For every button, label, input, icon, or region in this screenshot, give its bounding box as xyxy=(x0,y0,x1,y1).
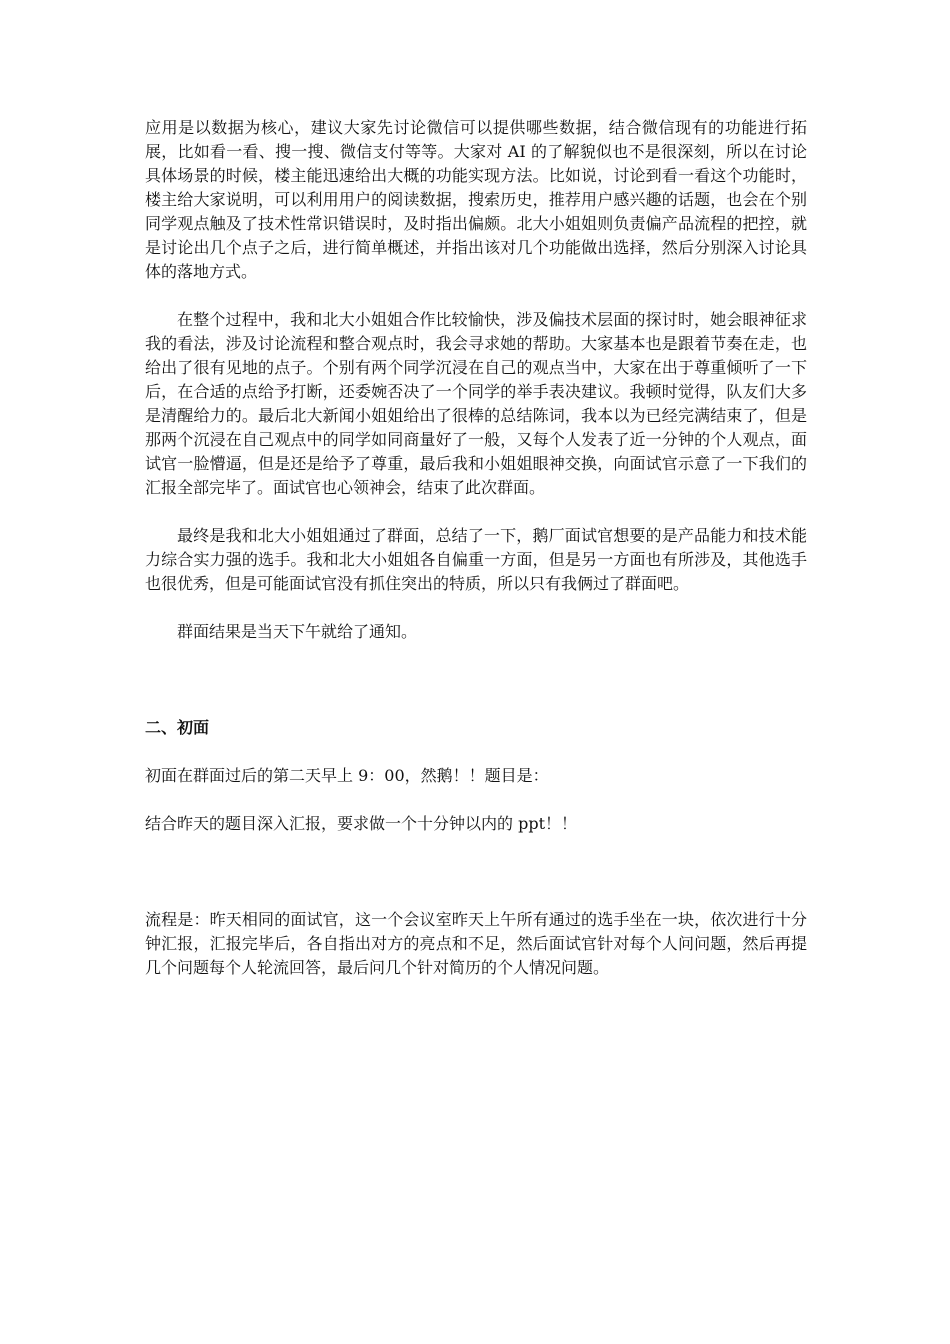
paragraph-cooperation: 在整个过程中，我和北大小姐姐合作比较愉快，涉及偏技术层面的探讨时，她会眼神征求我的看法，涉及讨论流程和整合观点时，我会寻求她的帮助。大家基本也是跟着节奏在走，也给出了很有见地的点子。个别有两个同学沉浸在自己的观点当中，大家在出于尊重倾听了一下后，在合适的点给予打断，还委婉否决了一个同学的举手表决建议。我顿时觉得，队友们大多是清醒给力的。最后北大新闻小姐姐给出了很棒的总结陈词，我本以为已经完满结束了，但是那两个沉浸在自己观点中的同学如同商量好了一般，又每个人发表了近一分钟的个人观点，面试官一脸懵逼，但是还是给予了尊重，最后我和小姐姐眼神交换，向面试官示意了一下我们的汇报全部完毕了。面试官也心领神会，结束了此次群面。 xyxy=(145,310,807,497)
paragraph-result: 最终是我和北大小姐姐通过了群面，总结了一下，鹅厂面试官想要的是产品能力和技术能力综合实力强的选手。我和北大小姐姐各自偏重一方面，但是另一方面也有所涉及，其他选手也很优秀，但是可能面试官没有抓住突出的特质，所以只有我俩过了群面吧。 xyxy=(145,526,807,593)
paragraph-notice: 群面结果是当天下午就给了通知。 xyxy=(177,622,418,641)
section-heading: 二、初面 xyxy=(145,718,210,737)
paragraph-first-interview: 初面在群面过后的第二天早上 9：00，然鹅！！题目是： xyxy=(145,766,549,785)
paragraph-process: 流程是：昨天相同的面试官，这一个会议室昨天上午所有通过的选手坐在一块，依次进行十分钟汇报，汇报完毕后，各自指出对方的亮点和不足，然后面试官针对每个人问问题，然后再提几个问题每个人轮流回答，最后问几个针对简历的个人情况问题。 xyxy=(145,910,807,977)
paragraph-data-core: 应用是以数据为核心，建议大家先讨论微信可以提供哪些数据，结合微信现有的功能进行拓展，比如看一看、搜一搜、微信支付等等。大家对 AI 的了解貌似也不是很深刻，所以在讨论具体场景的时候，楼主能迅速给出大概的功能实现方法。比如说，讨论到看一看这个功能时，楼主给大家说明，可以利用用户的阅读数据，搜索历史，推荐用户感兴趣的话题，也会在个别同学观点触及了技术性常识错误时，及时指出偏颇。北大小姐姐则负责偏产品流程的把控，就是讨论出几个点子之后，进行简单概述，并指出该对几个功能做出选择，然后分别深入讨论具体的落地方式。 xyxy=(145,118,807,281)
document-page xyxy=(145,116,807,980)
paragraph-task: 结合昨天的题目深入汇报，要求做一个十分钟以内的 ppt！！ xyxy=(145,814,578,833)
